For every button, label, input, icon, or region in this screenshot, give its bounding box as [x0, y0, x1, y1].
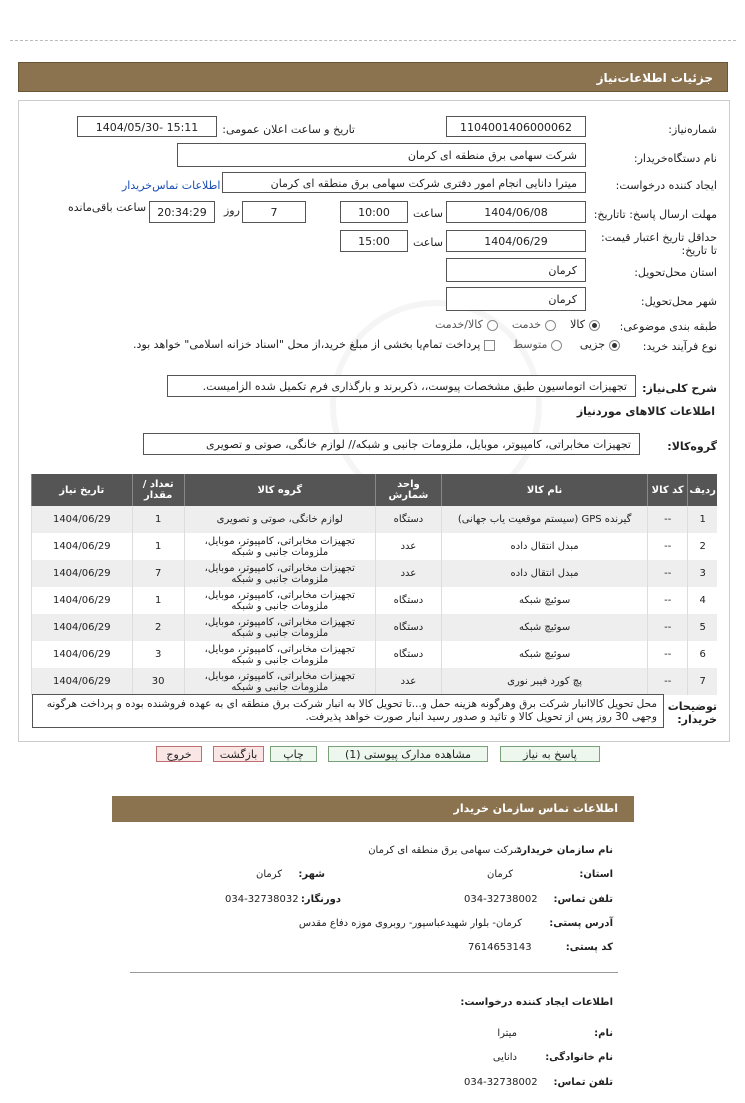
remaining-label: ساعت باقی‌مانده	[68, 201, 147, 214]
col-header: واحد شمارش	[375, 474, 441, 506]
col-header: گروه کالا	[184, 474, 375, 506]
contact-address-value: کرمان- بلوار شهیدعباسپور- روبروی موزه دفاع مقدس	[298, 918, 522, 929]
province-field: کرمان	[446, 258, 586, 282]
items-table-body	[32, 506, 718, 695]
table-cell: تجهیزات مخابراتی، کامپیوتر، موبایل، ملزومات جانبی و شبکه	[184, 668, 375, 695]
buyer-org-label: نام دستگاه‌خریدار:	[633, 152, 717, 165]
table-cell: عدد	[375, 533, 441, 560]
process-label: نوع فرآیند خرید:	[642, 340, 717, 353]
items-table-wrap	[31, 474, 717, 695]
items-table	[31, 474, 717, 695]
table-cell: --	[648, 668, 688, 695]
table-cell: 3	[688, 560, 717, 587]
table-row	[32, 587, 718, 614]
table-cell: 1	[132, 506, 184, 533]
details-header: جزئیات اطلاعات‌نیاز	[18, 62, 728, 92]
table-cell: سوئیچ شبکه	[442, 614, 648, 641]
table-cell: 1	[132, 587, 184, 614]
table-cell: 1404/06/29	[32, 506, 133, 533]
table-cell: دستگاه	[375, 506, 441, 533]
validity-time-field: 15:00	[340, 230, 408, 252]
table-cell: 1404/06/29	[32, 614, 133, 641]
table-cell: 1404/06/29	[32, 641, 133, 668]
radio-icon	[487, 320, 498, 331]
announce-field: 1404/05/30- 15:11	[77, 116, 217, 137]
table-row	[32, 506, 718, 533]
category-goods-radio[interactable]	[570, 318, 600, 331]
table-cell: دستگاه	[375, 614, 441, 641]
validity-date-field: 1404/06/29	[446, 230, 586, 252]
radio-selected-icon	[589, 320, 600, 331]
back-button[interactable]: بازگشت	[213, 746, 264, 762]
table-cell: --	[648, 506, 688, 533]
deadline-date-field: 1404/06/08	[446, 201, 586, 223]
days-field: 7	[242, 201, 306, 223]
checkbox-icon	[484, 340, 495, 351]
table-cell: 7	[132, 560, 184, 587]
summary-field: تجهیزات اتوماسیون طبق مشخصات پیوست،، ذکربرند و بارگذاری فرم تکمیل شده الزامیست.	[167, 375, 636, 397]
category-options	[435, 318, 600, 331]
table-cell: سوئیچ شبکه	[442, 641, 648, 668]
radio-icon	[551, 340, 562, 351]
col-header: تاریخ نیاز	[32, 474, 133, 506]
remaining-time-field: 20:34:29	[149, 201, 215, 223]
creator-name-value: میترا	[497, 1028, 517, 1039]
table-cell: تجهیزات مخابراتی، کامپیوتر، موبایل، ملزومات جانبی و شبکه	[184, 587, 375, 614]
table-cell: 1404/06/29	[32, 533, 133, 560]
table-cell: 1404/06/29	[32, 587, 133, 614]
table-cell: لوازم خانگی، صوتی و تصویری	[184, 506, 375, 533]
process-minor-label: جزیی	[579, 338, 605, 351]
creator-phone-label: تلفن تماس:	[553, 1077, 613, 1088]
table-cell: تجهیزات مخابراتی، کامپیوتر، موبایل، ملزومات جانبی و شبکه	[184, 641, 375, 668]
creator-field: میترا دانایی انجام امور دفتری شرکت سهامی برق منطقه ای کرمان	[222, 172, 586, 193]
process-medium-label: متوسط	[512, 338, 548, 351]
treasury-payment-checkbox[interactable]	[133, 338, 495, 351]
contact-province-label: استان:	[579, 869, 613, 880]
table-cell: مبدل انتقال داده	[442, 533, 648, 560]
table-cell: --	[648, 587, 688, 614]
table-cell: --	[648, 560, 688, 587]
city-field: کرمان	[446, 287, 586, 311]
contact-postal-value: 7614653143	[468, 942, 532, 953]
table-cell: --	[648, 614, 688, 641]
table-cell: گیرنده GPS (سیستم موقعیت یاب جهانی)	[442, 506, 648, 533]
contact-org-value: شرکت سهامی برق منطقه ای کرمان	[368, 845, 522, 856]
process-options	[133, 338, 620, 351]
announce-label: تاریخ و ساعت اعلان عمومی:	[222, 123, 355, 136]
treasury-payment-label: پرداخت تمام‌یا بخشی از مبلغ خرید،از محل "اسناد خزانه اسلامی" خواهد بود.	[133, 338, 481, 351]
contact-postal-label: کد پستی:	[565, 942, 613, 953]
creator-info-title: اطلاعات ایجاد کننده درخواست:	[460, 997, 613, 1008]
province-label: استان محل‌تحویل:	[634, 266, 717, 279]
contact-fax-value: 034-32738032	[225, 894, 299, 905]
need-number-label: شماره‌نیاز:	[668, 123, 717, 136]
table-cell: تجهیزات مخابراتی، کامپیوتر، موبایل، ملزومات جانبی و شبکه	[184, 614, 375, 641]
contact-fax-label: دورنگار:	[300, 894, 341, 905]
validity-label: حداقل تاریخ اعتبار قیمت: تا تاریخ:	[601, 231, 717, 257]
days-label: روز	[224, 204, 240, 217]
contact-city-value: کرمان	[255, 869, 282, 880]
contact-phone-label: تلفن تماس:	[553, 894, 613, 905]
table-cell: 7	[688, 668, 717, 695]
creator-name-label: نام:	[594, 1028, 613, 1039]
table-cell: 3	[132, 641, 184, 668]
table-cell: عدد	[375, 560, 441, 587]
creator-family-label: نام خانوادگی:	[545, 1052, 613, 1063]
col-header: کد کالا	[648, 474, 688, 506]
table-cell: 30	[132, 668, 184, 695]
table-cell: تجهیزات مخابراتی، کامپیوتر، موبایل، ملزومات جانبی و شبکه	[184, 560, 375, 587]
table-header-row	[32, 474, 718, 506]
category-both-label: کالا/خدمت	[435, 318, 483, 331]
attachments-button[interactable]: مشاهده مدارک پیوستی (1)	[328, 746, 488, 762]
print-button[interactable]: چاپ	[270, 746, 317, 762]
table-row	[32, 560, 718, 587]
creator-label: ایجاد کننده درخواست:	[615, 179, 717, 192]
table-cell: 1404/06/29	[32, 560, 133, 587]
contact-province-value: کرمان	[486, 869, 513, 880]
deadline-label: مهلت ارسال پاسخ: تاتاریخ:	[593, 208, 717, 221]
reply-button[interactable]: پاسخ به نیاز	[500, 746, 600, 762]
notes-label: توضیحات خریدار:	[667, 700, 717, 726]
city-label: شهر محل‌تحویل:	[640, 295, 717, 308]
table-cell: مبدل انتقال داده	[442, 560, 648, 587]
group-field: تجهیزات مخابراتی، کامپیوتر، موبایل، ملزومات جانبی و شبکه// لوازم خانگی، صوتی و تصویری	[143, 433, 640, 455]
category-goods-label: کالا	[570, 318, 585, 331]
contact-org-label: نام سازمان خریدار:	[517, 845, 613, 856]
category-service-label: خدمت	[511, 318, 542, 331]
table-cell: پچ کورد فیبر نوری	[442, 668, 648, 695]
table-cell: 4	[688, 587, 717, 614]
category-label: طبقه بندی موضوعی:	[619, 320, 717, 333]
deadline-time-field: 10:00	[340, 201, 408, 223]
need-number-field: 1104001406000062	[446, 116, 586, 137]
table-cell: دستگاه	[375, 587, 441, 614]
radio-selected-icon	[609, 340, 620, 351]
table-cell: دستگاه	[375, 641, 441, 668]
table-cell: 1404/06/29	[32, 668, 133, 695]
group-label: گروه‌کالا:	[667, 440, 717, 453]
table-cell: --	[648, 641, 688, 668]
exit-button[interactable]: خروج	[156, 746, 202, 762]
table-row	[32, 533, 718, 560]
notes-field: محل تحویل کالاانبار شرکت برق وهرگونه هزینه حمل و...تا تحویل کالا به انبار شرکت برق منطقه ای به عهده فروشنده بوده و پرداخت هرگونه وجهی 30 روز پس از تحویل کالا و تائید و صدور رسید انبار صورت خواهد پذیرفت.	[32, 694, 664, 728]
contact-address-label: آدرس پستی:	[549, 918, 613, 929]
category-both-radio[interactable]	[435, 318, 498, 331]
table-cell: عدد	[375, 668, 441, 695]
contact-city-label: شهر:	[298, 869, 325, 880]
col-header: نام کالا	[442, 474, 648, 506]
col-header: ردیف	[688, 474, 717, 506]
process-minor-radio[interactable]	[580, 338, 620, 351]
table-cell: تجهیزات مخابراتی، کامپیوتر، موبایل، ملزومات جانبی و شبکه	[184, 533, 375, 560]
table-cell: 6	[688, 641, 717, 668]
col-header: تعداد / مقدار	[132, 474, 184, 506]
table-cell: 2	[132, 614, 184, 641]
radio-icon	[545, 320, 556, 331]
buyer-contact-link[interactable]: اطلاعات تماس‌خریدار	[122, 179, 221, 192]
process-medium-radio[interactable]	[513, 338, 563, 351]
top-divider	[10, 40, 736, 41]
deadline-time-label: ساعت	[413, 207, 443, 220]
contact-phone-value: 034-32738002	[464, 894, 538, 905]
table-cell: 1	[132, 533, 184, 560]
category-service-radio[interactable]	[512, 318, 556, 331]
table-cell: 5	[688, 614, 717, 641]
table-row	[32, 641, 718, 668]
contact-header: اطلاعات تماس سازمان خریدار	[112, 796, 634, 822]
creator-phone-value: 034-32738002	[464, 1077, 538, 1088]
goods-info-title: اطلاعات کالاهای موردنیاز	[576, 405, 715, 418]
validity-time-label: ساعت	[413, 236, 443, 249]
table-row	[32, 668, 718, 695]
table-cell: 2	[688, 533, 717, 560]
table-cell: --	[648, 533, 688, 560]
table-row	[32, 614, 718, 641]
table-cell: 1	[688, 506, 717, 533]
contact-divider	[130, 972, 618, 973]
creator-family-value: دانایی	[492, 1052, 517, 1063]
table-cell: سوئیچ شبکه	[442, 587, 648, 614]
buyer-org-field: شرکت سهامی برق منطقه ای کرمان	[177, 143, 586, 167]
summary-label: شرح کلی‌نیاز:	[642, 382, 717, 395]
